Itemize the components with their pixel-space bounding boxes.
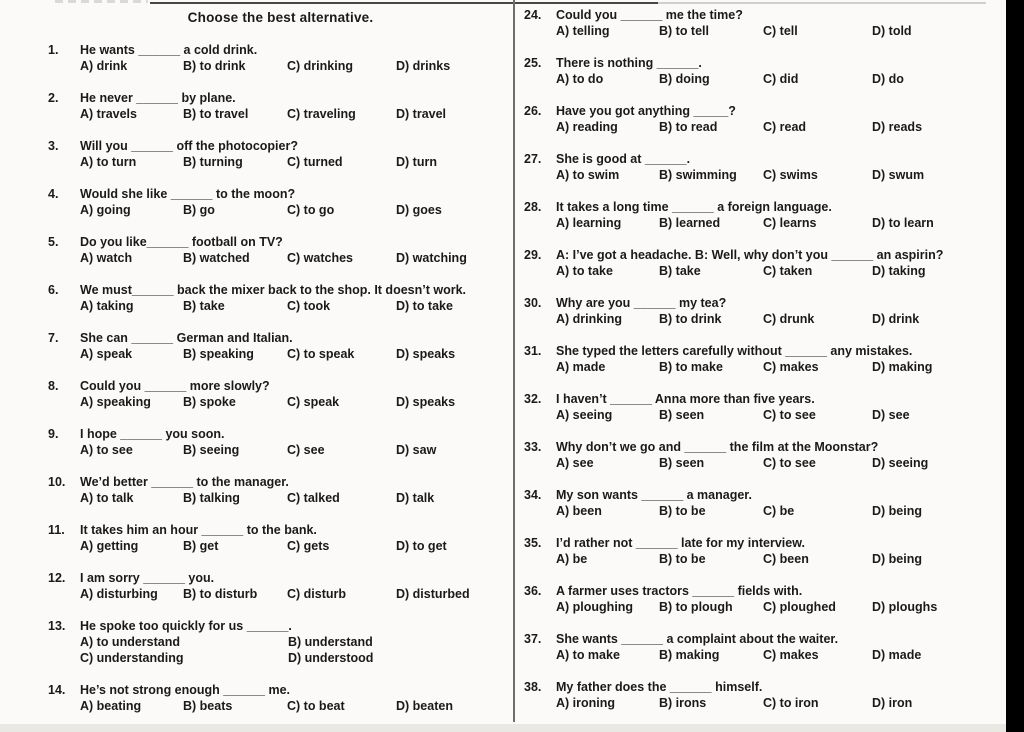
answer-option: B) doing	[659, 72, 710, 86]
answer-option: B) seen	[659, 456, 705, 470]
answer-option: A) to turn	[80, 155, 137, 169]
answer-option: D) swum	[872, 168, 925, 182]
answer-options	[556, 215, 1006, 231]
question-item	[524, 631, 1006, 663]
question-body	[80, 90, 513, 122]
question-text: We’d better ______ to the manager.	[80, 475, 289, 489]
question-body	[556, 247, 1006, 279]
answer-option: A) to understand	[80, 635, 180, 649]
answer-options	[556, 167, 1006, 183]
question-list-right	[514, 0, 1006, 711]
question-text: A: I’ve got a headache. B: Well, why don’t you ______ an aspirin?	[556, 248, 944, 262]
question-number: 2.	[48, 91, 59, 105]
answer-options	[556, 455, 1006, 471]
answer-option: A) been	[556, 504, 602, 518]
question-item	[524, 679, 1006, 711]
question-item	[48, 234, 513, 266]
answer-options	[556, 599, 1006, 615]
question-number: 7.	[48, 331, 59, 345]
answer-options	[80, 106, 513, 122]
answer-option: D) understood	[288, 651, 374, 665]
question-text: She typed the letters carefully without ______ any mistakes.	[556, 344, 913, 358]
answer-option: D) drink	[872, 312, 920, 326]
answer-option: A) telling	[556, 24, 610, 38]
answer-option: A) to see	[80, 443, 133, 457]
question-item	[524, 199, 1006, 231]
question-text: She can ______ German and Italian.	[80, 331, 293, 345]
question-number: 11.	[48, 523, 65, 537]
answer-option: C) speak	[287, 395, 340, 409]
question-body	[80, 138, 513, 170]
question-body	[556, 343, 1006, 375]
question-number: 4.	[48, 187, 59, 201]
question-number: 9.	[48, 427, 59, 441]
question-body	[80, 522, 513, 554]
answer-option: A) getting	[80, 539, 139, 553]
page-title: Choose the best alternative.	[187, 10, 374, 25]
question-body	[556, 7, 1006, 39]
answer-options	[80, 154, 513, 170]
answer-option: A) to make	[556, 648, 620, 662]
answer-options	[80, 442, 513, 458]
right-scan-border	[1006, 0, 1024, 732]
question-text: Could you ______ more slowly?	[80, 379, 270, 393]
answer-option: B) to disturb	[183, 587, 258, 601]
answer-option: B) swimming	[659, 168, 737, 182]
answer-option: D) being	[872, 552, 922, 566]
answer-option: D) turn	[396, 155, 437, 169]
answer-option: B) learned	[659, 216, 721, 230]
answer-option: C) gets	[287, 539, 330, 553]
question-body	[80, 474, 513, 506]
question-number: 1.	[48, 43, 59, 57]
question-body	[80, 618, 513, 666]
question-item	[48, 138, 513, 170]
question-item	[524, 103, 1006, 135]
answer-option: A) speaking	[80, 395, 151, 409]
answer-option: A) beating	[80, 699, 142, 713]
question-body	[556, 295, 1006, 327]
answer-option: D) to take	[396, 299, 453, 313]
question-number: 27.	[524, 152, 542, 166]
question-body	[556, 583, 1006, 615]
answer-option: C) drinking	[287, 59, 353, 73]
answer-option: D) saw	[396, 443, 437, 457]
answer-option: B) to plough	[659, 600, 733, 614]
question-number: 28.	[524, 200, 542, 214]
answer-options	[556, 503, 1006, 519]
answer-option: C) ploughed	[763, 600, 836, 614]
question-item	[48, 378, 513, 410]
answer-option: A) taking	[80, 299, 134, 313]
answer-option: B) understand	[288, 635, 373, 649]
question-text: Would she like ______ to the moon?	[80, 187, 296, 201]
question-text: It takes a long time ______ a foreign language.	[556, 200, 832, 214]
question-text: I haven’t ______ Anna more than five years.	[556, 392, 815, 406]
answer-option: D) taking	[872, 264, 926, 278]
question-number: 8.	[48, 379, 59, 393]
answer-option: B) to tell	[659, 24, 709, 38]
answer-options	[80, 298, 513, 314]
question-item	[524, 7, 1006, 39]
question-text: Why are you ______ my tea?	[556, 296, 727, 310]
answer-option: A) see	[556, 456, 594, 470]
question-item	[524, 343, 1006, 375]
answer-option: C) to iron	[763, 696, 819, 710]
answer-option: B) to be	[659, 552, 706, 566]
answer-options	[556, 263, 1006, 279]
answer-option: B) seen	[659, 408, 705, 422]
question-body	[80, 426, 513, 458]
question-text: My father does the ______ himself.	[556, 680, 763, 694]
answer-option: C) to see	[763, 408, 816, 422]
answer-option: D) ploughs	[872, 600, 938, 614]
answer-option: C) to beat	[287, 699, 345, 713]
question-item	[524, 391, 1006, 423]
question-text: It takes him an hour ______ to the bank.	[80, 523, 317, 537]
answer-option: C) be	[763, 504, 795, 518]
question-item	[524, 535, 1006, 567]
question-item	[524, 439, 1006, 471]
question-number: 30.	[524, 296, 542, 310]
question-text: I’d rather not ______ late for my interview.	[556, 536, 805, 550]
answer-options	[556, 71, 1006, 87]
answer-option: C) to go	[287, 203, 335, 217]
answer-option: D) being	[872, 504, 922, 518]
answer-option: D) reads	[872, 120, 923, 134]
answer-option: C) swims	[763, 168, 818, 182]
answer-option: D) seeing	[872, 456, 929, 470]
question-body	[556, 679, 1006, 711]
answer-option: A) disturbing	[80, 587, 158, 601]
question-item	[48, 330, 513, 362]
answer-option: C) did	[763, 72, 799, 86]
question-number: 34.	[524, 488, 542, 502]
question-text: Could you ______ me the time?	[556, 8, 743, 22]
answer-option: D) do	[872, 72, 904, 86]
answer-option: A) to do	[556, 72, 604, 86]
question-item	[48, 570, 513, 602]
answer-options	[80, 634, 513, 666]
question-number: 13.	[48, 619, 66, 633]
answer-option: C) read	[763, 120, 807, 134]
question-text: Why don’t we go and ______ the film at the Moonstar?	[556, 440, 879, 454]
question-body	[556, 151, 1006, 183]
question-item	[524, 583, 1006, 615]
answer-option: B) to be	[659, 504, 706, 518]
answer-option: A) ploughing	[556, 600, 634, 614]
answer-option: B) to make	[659, 360, 723, 374]
answer-option: B) spoke	[183, 395, 236, 409]
question-text: There is nothing ______.	[556, 56, 702, 70]
question-text: He never ______ by plane.	[80, 91, 236, 105]
question-item	[48, 282, 513, 314]
answer-option: D) told	[872, 24, 912, 38]
answer-options	[80, 394, 513, 410]
answer-option: C) understanding	[80, 651, 184, 665]
answer-option: C) turned	[287, 155, 343, 169]
question-body	[80, 42, 513, 74]
question-item	[48, 682, 513, 714]
answer-option: D) speaks	[396, 395, 456, 409]
question-item	[524, 247, 1006, 279]
answer-options	[556, 551, 1006, 567]
answer-options	[556, 407, 1006, 423]
answer-option: B) take	[659, 264, 701, 278]
answer-option: B) to drink	[183, 59, 246, 73]
question-body	[80, 282, 513, 314]
answer-option: B) seeing	[183, 443, 240, 457]
answer-option: B) take	[183, 299, 225, 313]
answer-option: B) turning	[183, 155, 243, 169]
question-text: Will you ______ off the photocopier?	[80, 139, 298, 153]
answer-options	[80, 250, 513, 266]
answer-option: B) to read	[659, 120, 718, 134]
question-text: He wants ______ a cold drink.	[80, 43, 258, 57]
answer-option: D) watching	[396, 251, 467, 265]
answer-option: B) to drink	[659, 312, 722, 326]
question-body	[80, 330, 513, 362]
answer-option: C) took	[287, 299, 331, 313]
answer-options	[556, 695, 1006, 711]
answer-option: D) iron	[872, 696, 913, 710]
answer-option: B) irons	[659, 696, 707, 710]
answer-option: D) speaks	[396, 347, 456, 361]
answer-option: C) watches	[287, 251, 353, 265]
question-text: I hope ______ you soon.	[80, 427, 225, 441]
question-number: 38.	[524, 680, 542, 694]
answer-option: B) watched	[183, 251, 250, 265]
answer-option: D) to get	[396, 539, 447, 553]
answer-option: A) reading	[556, 120, 618, 134]
question-text: Have you got anything _____?	[556, 104, 736, 118]
answer-option: B) go	[183, 203, 215, 217]
question-body	[80, 186, 513, 218]
question-body	[556, 103, 1006, 135]
answer-options	[556, 647, 1006, 663]
question-text: He spoke too quickly for us ______.	[80, 619, 292, 633]
answer-option: D) beaten	[396, 699, 453, 713]
answer-option: C) been	[763, 552, 809, 566]
question-body	[556, 487, 1006, 519]
question-item	[48, 90, 513, 122]
question-text: She wants ______ a complaint about the waiter.	[556, 632, 839, 646]
question-body	[556, 535, 1006, 567]
answer-option: A) watch	[80, 251, 133, 265]
answer-options	[80, 346, 513, 362]
question-number: 35.	[524, 536, 542, 550]
question-list-left	[0, 42, 513, 714]
answer-option: B) speaking	[183, 347, 254, 361]
answer-option: C) see	[287, 443, 325, 457]
question-number: 5.	[48, 235, 59, 249]
question-number: 36.	[524, 584, 542, 598]
answer-option: D) made	[872, 648, 922, 662]
answer-options	[556, 23, 1006, 39]
question-item	[524, 295, 1006, 327]
question-number: 6.	[48, 283, 59, 297]
right-column	[514, 0, 1006, 732]
question-number: 26.	[524, 104, 542, 118]
question-text: She is good at ______.	[556, 152, 691, 166]
question-item	[48, 42, 513, 74]
question-body	[556, 439, 1006, 471]
question-text: A farmer uses tractors ______ fields with.	[556, 584, 803, 598]
answer-option: A) to talk	[80, 491, 134, 505]
question-body	[556, 55, 1006, 87]
answer-option: A) made	[556, 360, 606, 374]
answer-options	[80, 490, 513, 506]
answer-option: A) going	[80, 203, 131, 217]
question-item	[48, 522, 513, 554]
question-number: 3.	[48, 139, 59, 153]
question-number: 29.	[524, 248, 542, 262]
answer-option: D) drinks	[396, 59, 451, 73]
answer-option: C) to speak	[287, 347, 355, 361]
answer-options	[80, 698, 513, 714]
answer-option: D) goes	[396, 203, 442, 217]
answer-option: B) get	[183, 539, 219, 553]
answer-option: A) to take	[556, 264, 613, 278]
answer-option: D) disturbed	[396, 587, 470, 601]
question-body	[80, 570, 513, 602]
answer-option: C) drunk	[763, 312, 815, 326]
question-body	[556, 199, 1006, 231]
question-number: 14.	[48, 683, 66, 697]
answer-options	[80, 202, 513, 218]
answer-options	[556, 359, 1006, 375]
question-number: 33.	[524, 440, 542, 454]
question-number: 10.	[48, 475, 66, 489]
answer-option: C) disturb	[287, 587, 347, 601]
question-body	[80, 234, 513, 266]
answer-option: A) drinking	[556, 312, 622, 326]
answer-option: D) making	[872, 360, 933, 374]
answer-option: B) making	[659, 648, 720, 662]
answer-option: C) traveling	[287, 107, 356, 121]
answer-option: A) speak	[80, 347, 133, 361]
answer-options	[80, 538, 513, 554]
answer-options	[80, 58, 513, 74]
answer-option: B) beats	[183, 699, 233, 713]
answer-option: C) learns	[763, 216, 817, 230]
question-number: 32.	[524, 392, 542, 406]
question-item	[524, 151, 1006, 183]
answer-option: D) to learn	[872, 216, 934, 230]
question-text: He’s not strong enough ______ me.	[80, 683, 291, 697]
answer-option: C) makes	[763, 648, 819, 662]
answer-option: A) travels	[80, 107, 137, 121]
question-item	[48, 474, 513, 506]
answer-option: A) drink	[80, 59, 128, 73]
answer-option: A) seeing	[556, 408, 613, 422]
question-item	[524, 55, 1006, 87]
answer-option: C) taken	[763, 264, 813, 278]
question-number: 31.	[524, 344, 542, 358]
question-number: 37.	[524, 632, 542, 646]
answer-option: C) tell	[763, 24, 798, 38]
question-number: 24.	[524, 8, 542, 22]
answer-option: C) makes	[763, 360, 819, 374]
question-text: Do you like______ football on TV?	[80, 235, 283, 249]
question-item	[524, 487, 1006, 519]
answer-option: A) to swim	[556, 168, 620, 182]
answer-options	[556, 311, 1006, 327]
answer-option: B) to travel	[183, 107, 249, 121]
question-body	[80, 378, 513, 410]
answer-option: C) to see	[763, 456, 816, 470]
answer-options	[80, 586, 513, 602]
answer-options	[556, 119, 1006, 135]
question-text: We must______ back the mixer back to the shop. It doesn’t work.	[80, 283, 466, 297]
question-item	[48, 186, 513, 218]
question-item	[48, 426, 513, 458]
answer-option: B) talking	[183, 491, 240, 505]
answer-option: A) be	[556, 552, 588, 566]
answer-option: D) travel	[396, 107, 447, 121]
question-body	[556, 391, 1006, 423]
question-number: 25.	[524, 56, 542, 70]
answer-option: D) talk	[396, 491, 435, 505]
question-item	[48, 618, 513, 666]
answer-option: D) see	[872, 408, 910, 422]
answer-option: A) learning	[556, 216, 622, 230]
question-text: My son wants ______ a manager.	[556, 488, 752, 502]
answer-option: A) ironing	[556, 696, 616, 710]
answer-option: C) talked	[287, 491, 340, 505]
question-text: I am sorry ______ you.	[80, 571, 215, 585]
question-body	[80, 682, 513, 714]
question-body	[556, 631, 1006, 663]
question-number: 12.	[48, 571, 66, 585]
